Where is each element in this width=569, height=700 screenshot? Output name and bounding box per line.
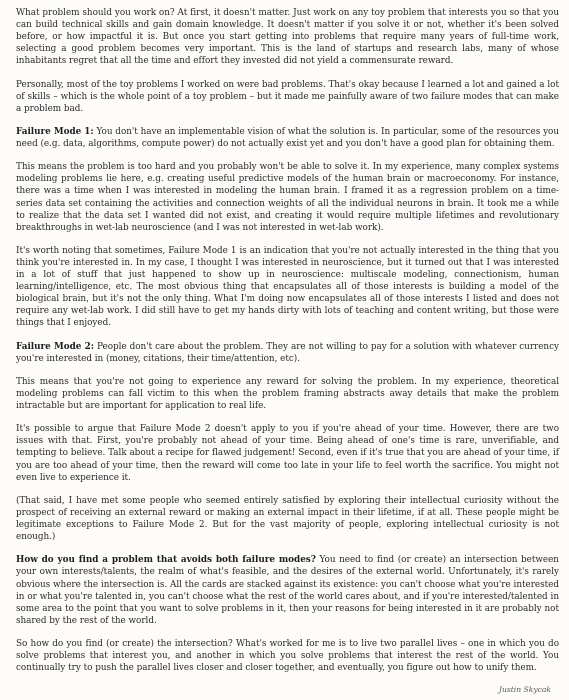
paragraph-text: What problem should you work on? At first, it doesn't matter. Just work on any toy problem that interests you so that you can build technical skills and gain domain knowledge. It doesn't matter if you solve it or not, whether it's been solved before, or how impactful it is. But once you start getting into problems that require many years of full-time work, selecting a good problem becomes very important. This is the land of startups and research labs, many of whose inhabitants regret that all the time and effort they invested did not yield a commensurate reward. bbox=[16, 8, 559, 67]
paragraph-text: This means that you're not going to experience any reward for solving the problem. In my experience, theoretical modeling problems can fall victim to this when the problem framing abstracts away details that make the problem intractable but are important for application to real life. bbox=[16, 376, 559, 412]
paragraph-text: It's possible to argue that Failure Mode 2 doesn't apply to you if you're ahead of your time. However, there are two issues with that. First, you're probably not ahead of your time. Being ahead of one's time is rare, unverifiable, and tempting to believe. Talk about a recipe for flawed judgement! Second, even if it's true that you are ahead of your time, if you are too ahead of your time, then the reward will come too late in your life to feel worth the sacrifice. You might not even live to experience it. bbox=[16, 424, 559, 483]
failure-mode-1-heading: Failure Mode 1: bbox=[16, 126, 94, 137]
failure-mode-1-paragraph bbox=[16, 126, 559, 150]
paragraph-text: This means the problem is too hard and you probably won't be able to solve it. In my experience, many complex systems modeling problems lie here, e.g. creating useful predictive models of the human brain or macroeconomy. For instance, there was a time when I was interested in modeling the human brain. I framed it as a regression problem on a time-series data set containing the activities and connection weights of all the individual neurons in brain. It took me a while to realize that the data set I wanted did not exist, and creating it would require multiple lifetimes and revolutionary breakthroughs in wet-lab neuroscience (and I was not interested in wet-lab work). bbox=[16, 162, 559, 233]
failure-mode-2-heading: Failure Mode 2: bbox=[16, 341, 94, 352]
question-heading: How do you find a problem that avoids both failure modes? bbox=[16, 555, 316, 566]
paragraph-text: Personally, most of the toy problems I worked on were bad problems. That's okay because I learned a lot and gained a lot of skills – which is the whole point of a toy problem – but it made me painfully aware of two failure modes that can make a problem bad. bbox=[16, 79, 559, 114]
essay-paragraph-1 bbox=[16, 7, 559, 67]
essay-paragraph-9 bbox=[16, 495, 559, 543]
essay-paragraph-8 bbox=[16, 423, 559, 483]
paragraph-text: It's worth noting that sometimes, Failure Mode 1 is an indication that you're not actually interested in the thing that you think you're interested in. In my case, I thought I was interested in neuroscience, but it turned out that I was interested in a lot of stuff that just happened to show up in neuroscience: multiscale modeling, connectionism, human learning/intelligence, etc. The most obvious thing that encapsulates all of those interests is building a model of the biological brain, but it's not the only thing. What I'm doing now encapsulates all of those interests I listed and does not require any wet-lab work. I did still have to get my hands dirty with lots of teaching and content writing, but those were things that I enjoyed. bbox=[16, 245, 559, 329]
paragraph-text: You need to find (or create) an intersection between your own interests/talents, the realm of what's feasible, and the desires of the external world. Unfortunately, it's rarely obvious where the intersection is. All the cards are stacked against its existence: you can't choose what you're interested in or what you're talented in, you can't choose what the rest of the world cares about, and if you're interested/talented in some area to the point that you want to solve problems in it, then your reasons for being interested in it are probably not shared by the rest of the world. bbox=[16, 555, 559, 626]
failure-mode-2-paragraph bbox=[16, 341, 559, 365]
paragraph-text: You don't have an implementable vision of what the solution is. In particular, some of the resources you need (e.g. data, algorithms, compute power) do not actually exist yet and you don't have a good plan for obtaining them. bbox=[16, 126, 559, 150]
question-paragraph bbox=[16, 554, 559, 627]
essay-paragraph-5 bbox=[16, 245, 559, 330]
author-signature: Justin Skycak bbox=[498, 685, 551, 694]
essay-paragraph-4 bbox=[16, 161, 559, 234]
essay-paragraph-11 bbox=[16, 638, 559, 674]
paragraph-text: So how do you find (or create) the intersection? What's worked for me is to live two parallel lives – one in which you do solve problems that interest you, and another in which you solve problems that interest the rest of the world. You continually try to push the parallel lives closer and closer together, and eventually, you figure out how to unify them. bbox=[16, 638, 559, 674]
paragraph-text: (That said, I have met some people who seemed entirely satisfied by exploring their intellectual curiosity without the prospect of receiving an external reward or making an external impact in their lifetime, if at all. These people might be legitimate exceptions to Failure Mode 2. But for the vast majority of people, exploring intellectual curiosity is not enough.) bbox=[16, 495, 559, 543]
essay-paragraph-7 bbox=[16, 376, 559, 412]
paragraph-text: People don't care about the problem. They are not willing to pay for a solution with whatever currency you're interested in (money, citations, their time/attention, etc). bbox=[16, 341, 559, 364]
essay-paragraph-2 bbox=[16, 79, 559, 115]
